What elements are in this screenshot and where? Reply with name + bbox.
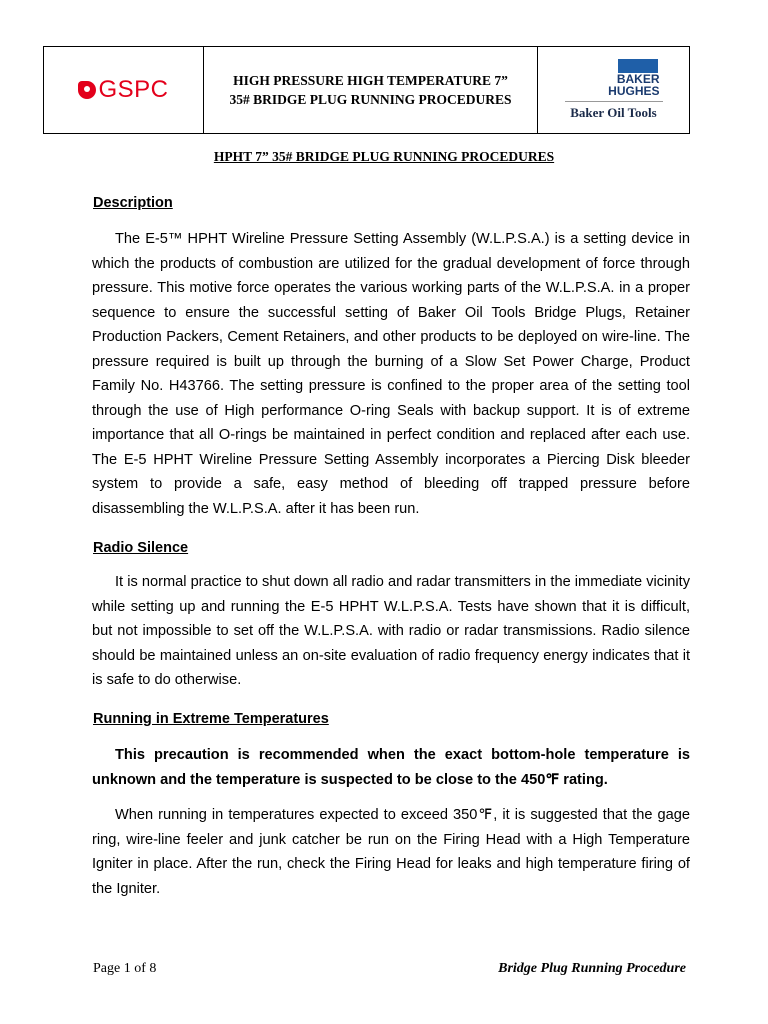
gspc-logo-text: GSPC	[98, 76, 169, 103]
section-heading-extreme-temperatures: Running in Extreme Temperatures	[93, 711, 329, 727]
baker-logo-cell	[538, 47, 689, 133]
baker-logo-line1: BAKER	[616, 72, 660, 86]
header-title-line1: HIGH PRESSURE HIGH TEMPERATURE 7”	[233, 73, 508, 88]
footer-document-name: Bridge Plug Running Procedure	[498, 961, 686, 976]
gspc-logo-cell	[44, 47, 204, 133]
document-title: HPHT 7” 35# BRIDGE PLUG RUNNING PROCEDURES	[213, 149, 555, 164]
section-heading-description: Description	[93, 195, 173, 211]
section-heading-radio-silence: Radio Silence	[93, 540, 189, 556]
baker-logo-line2: HUGHES	[608, 84, 660, 98]
temperature-procedure-paragraph: When running in temperatures expected to exceed 350℉, it is suggested that the gage ring, wire-line feeler and junk catcher be run on the Firing Head with a High Temperature Igniter in place. After the run, check the Firing Head for leaks and high temperature firing of the Igniter.	[92, 807, 690, 897]
baker-hughes-logo-icon	[618, 59, 658, 73]
description-paragraph: The E-5™ HPHT Wireline Pressure Setting Assembly (W.L.P.S.A.) is a setting device in which the products of combustion are utilized for the gradual development of force through pressure. This motive force operates the various working parts of the W.L.P.S.A. in a proper sequence to ensure the successful setting of Baker Oil Tools Bridge Plugs, Retainer Production Packers, Cement Retainers, and other products to be deployed on wire-line. The pressure required is built up through the burning of a Slow Set Power Charge, Product Family No. H43766. The setting pressure is confined to the proper area of the setting tool through the use of High performance O-ring Seals with backup support. It is of extreme importance that all O-rings be maintained in perfect condition and replaced after each use. The E-5 HPHT Wireline Pressure Setting Assembly incorporates a Piercing Disk bleeder system to provide a safe, easy method of bleeding off trapped pressure before disassembling the W.L.P.S.A. after it has been run.	[92, 231, 690, 517]
page-number: Page 1 of 8	[93, 961, 157, 976]
header-title-line2: 35# BRIDGE PLUG RUNNING PROCEDURES	[229, 92, 512, 107]
logo-divider	[565, 101, 663, 102]
baker-oil-tools-label: Baker Oil Tools	[570, 105, 657, 120]
header-title-cell	[204, 47, 538, 133]
radio-silence-paragraph: It is normal practice to shut down all radio and radar transmitters in the immediate vicinity while setting up and running the E-5 HPHT W.L.P.S.A. Tests have shown that it is difficult, but not impossible to set off the W.L.P.S.A. with radio or radar transmissions. Radio silence should be maintained unless an on-site evaluation of radio frequency energy indicates that it is safe to do otherwise.	[92, 574, 690, 688]
temperature-precaution-paragraph: This precaution is recommended when the exact bottom-hole temperature is unknown and the temperature is suspected to be close to the 450℉ rating.	[92, 747, 690, 788]
gspc-logo-icon	[78, 81, 96, 99]
gspc-logo	[78, 76, 168, 104]
header-table	[43, 46, 690, 134]
